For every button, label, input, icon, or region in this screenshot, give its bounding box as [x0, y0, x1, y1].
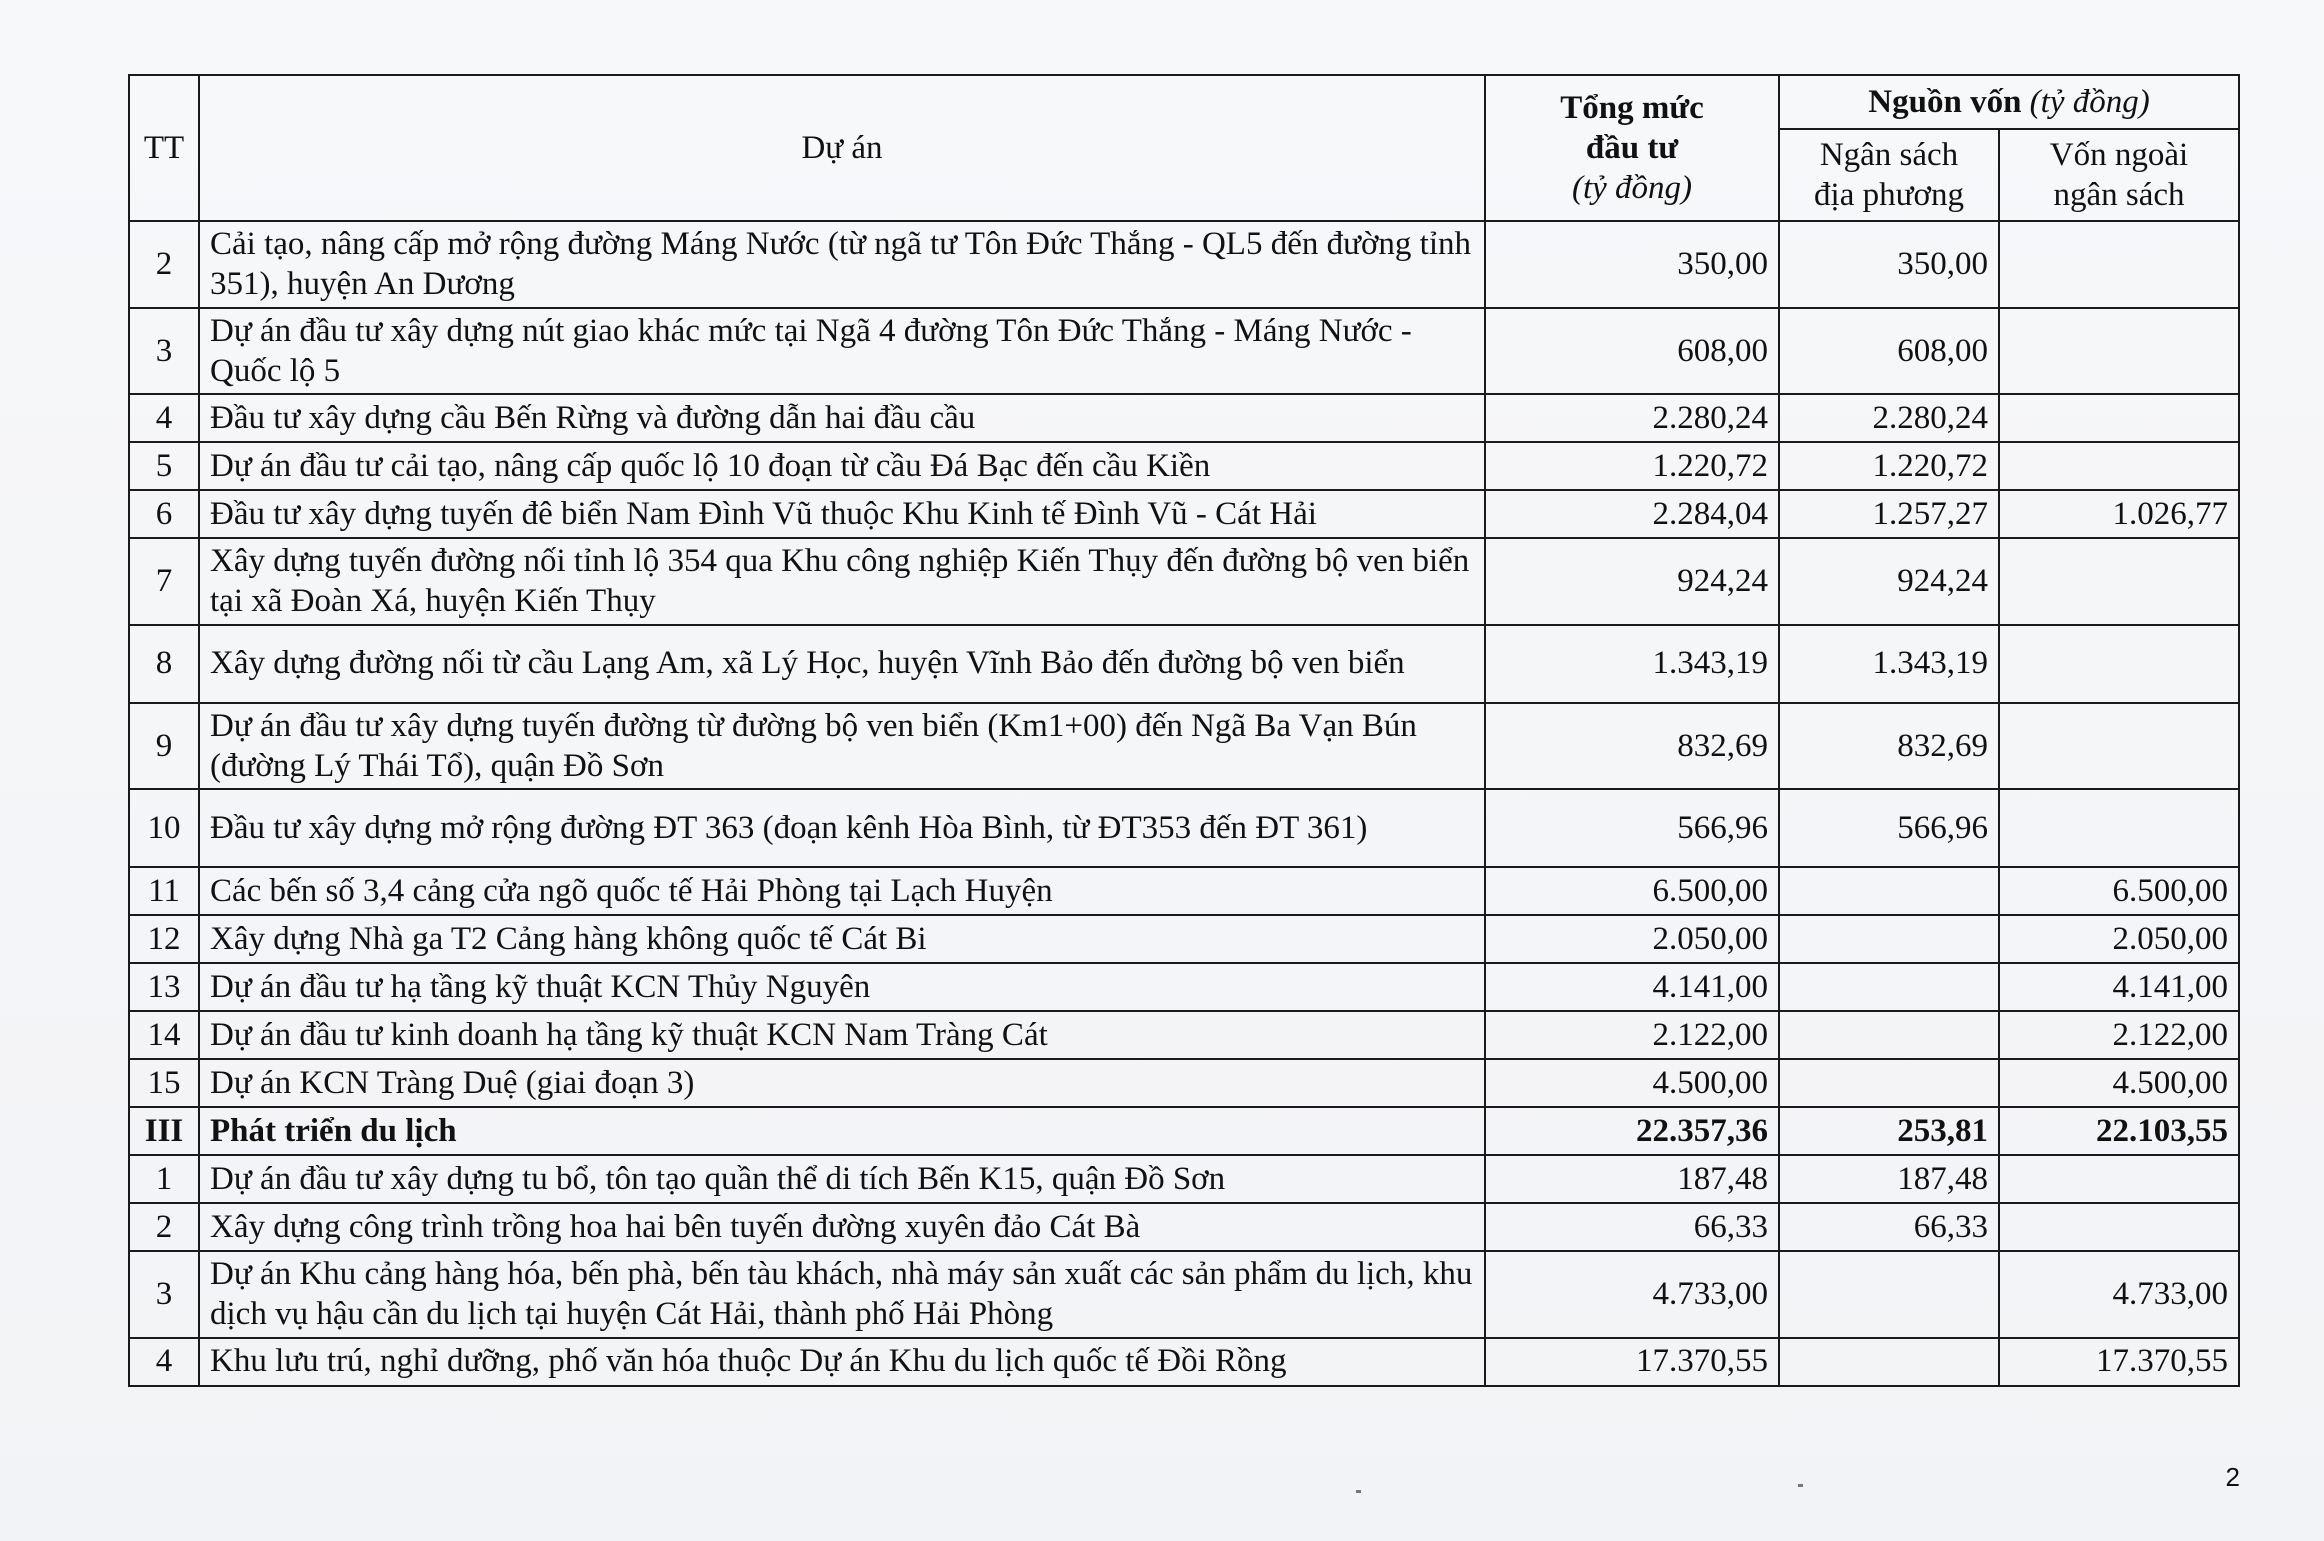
row-tt: 1 — [129, 1155, 199, 1203]
row-project: Đầu tư xây dựng tuyến đê biển Nam Đình Vũ thuộc Khu Kinh tế Đình Vũ - Cát Hải — [199, 490, 1485, 538]
row-tt: 11 — [129, 867, 199, 915]
header-source-unit: (tỷ đồng) — [2029, 83, 2150, 120]
header-local-line2: địa phương — [1814, 177, 1964, 213]
row-local-budget: 608,00 — [1779, 308, 1999, 395]
row-project: Xây dựng đường nối từ cầu Lạng Am, xã Lý Học, huyện Vĩnh Bảo đến đường bộ ven biển — [199, 625, 1485, 703]
row-non-budget — [1999, 308, 2239, 395]
row-non-budget — [1999, 789, 2239, 867]
row-local-budget — [1779, 915, 1999, 963]
table-row — [129, 1155, 2239, 1203]
row-project: Xây dựng tuyến đường nối tỉnh lộ 354 qua Khu công nghiệp Kiến Thụy đến đường bộ ven biển tại xã Đoàn Xá, huyện Kiến Thụy — [199, 538, 1485, 625]
table-row — [129, 394, 2239, 442]
section-tt: III — [129, 1107, 199, 1155]
row-project: Xây dựng công trình trồng hoa hai bên tuyến đường xuyên đảo Cát Bà — [199, 1203, 1485, 1251]
row-project: Đầu tư xây dựng cầu Bến Rừng và đường dẫn hai đầu cầu — [199, 394, 1485, 442]
row-local-budget: 832,69 — [1779, 703, 1999, 790]
row-non-budget: 4.500,00 — [1999, 1059, 2239, 1107]
row-total: 17.370,55 — [1485, 1338, 1779, 1386]
page-number: 2 — [2225, 1462, 2240, 1492]
header-local-budget — [1779, 129, 1999, 221]
row-tt: 14 — [129, 1011, 199, 1059]
section-total: 22.357,36 — [1485, 1107, 1779, 1155]
row-local-budget: 66,33 — [1779, 1203, 1999, 1251]
table-row — [129, 703, 2239, 790]
row-project: Dự án đầu tư hạ tầng kỹ thuật KCN Thủy Nguyên — [199, 963, 1485, 1011]
row-non-budget — [1999, 625, 2239, 703]
row-tt: 4 — [129, 1338, 199, 1386]
row-project: Cải tạo, nâng cấp mở rộng đường Máng Nước (từ ngã tư Tôn Đức Thắng - QL5 đến đường tỉnh 351), huyện An Dương — [199, 221, 1485, 308]
row-non-budget: 6.500,00 — [1999, 867, 2239, 915]
row-project: Dự án Khu cảng hàng hóa, bến phà, bến tàu khách, nhà máy sản xuất các sản phẩm du lịch, khu dịch vụ hậu cần du lịch tại huyện Cát Hải, thành phố Hải Phòng — [199, 1251, 1485, 1338]
table-row — [129, 1338, 2239, 1386]
header-total-line2: đầu tư — [1585, 129, 1679, 166]
row-local-budget: 566,96 — [1779, 789, 1999, 867]
row-tt: 3 — [129, 308, 199, 395]
table-row — [129, 1011, 2239, 1059]
row-total: 2.050,00 — [1485, 915, 1779, 963]
row-non-budget — [1999, 538, 2239, 625]
table-row — [129, 1251, 2239, 1338]
row-total: 350,00 — [1485, 221, 1779, 308]
scan-speck — [1356, 1490, 1361, 1493]
row-local-budget — [1779, 1338, 1999, 1386]
row-non-budget — [1999, 1155, 2239, 1203]
row-local-budget — [1779, 867, 1999, 915]
header-total-line1: Tổng mức — [1560, 89, 1704, 126]
row-total: 1.220,72 — [1485, 442, 1779, 490]
table-row — [129, 308, 2239, 395]
row-local-budget: 1.257,27 — [1779, 490, 1999, 538]
row-tt: 10 — [129, 789, 199, 867]
row-non-budget — [1999, 1203, 2239, 1251]
section-title: Phát triển du lịch — [199, 1107, 1485, 1155]
row-total: 2.122,00 — [1485, 1011, 1779, 1059]
row-total: 832,69 — [1485, 703, 1779, 790]
table-row — [129, 538, 2239, 625]
row-tt: 6 — [129, 490, 199, 538]
investment-table — [128, 74, 2240, 1387]
row-tt: 15 — [129, 1059, 199, 1107]
row-local-budget: 924,24 — [1779, 538, 1999, 625]
row-non-budget: 2.122,00 — [1999, 1011, 2239, 1059]
header-project: Dự án — [199, 75, 1485, 221]
row-non-budget: 17.370,55 — [1999, 1338, 2239, 1386]
row-local-budget: 1.343,19 — [1779, 625, 1999, 703]
row-total: 66,33 — [1485, 1203, 1779, 1251]
row-project: Xây dựng Nhà ga T2 Cảng hàng không quốc tế Cát Bi — [199, 915, 1485, 963]
row-project: Dự án đầu tư cải tạo, nâng cấp quốc lộ 10 đoạn từ cầu Đá Bạc đến cầu Kiền — [199, 442, 1485, 490]
row-local-budget: 1.220,72 — [1779, 442, 1999, 490]
section-local-budget: 253,81 — [1779, 1107, 1999, 1155]
header-total-investment — [1485, 75, 1779, 221]
table-row — [129, 915, 2239, 963]
table-row — [129, 490, 2239, 538]
row-local-budget: 187,48 — [1779, 1155, 1999, 1203]
row-local-budget: 350,00 — [1779, 221, 1999, 308]
row-total: 4.500,00 — [1485, 1059, 1779, 1107]
row-non-budget — [1999, 394, 2239, 442]
table-row — [129, 867, 2239, 915]
header-non-budget — [1999, 129, 2239, 221]
table-row — [129, 963, 2239, 1011]
row-local-budget — [1779, 1251, 1999, 1338]
row-non-budget: 1.026,77 — [1999, 490, 2239, 538]
row-project: Dự án KCN Tràng Duệ (giai đoạn 3) — [199, 1059, 1485, 1107]
row-total: 2.280,24 — [1485, 394, 1779, 442]
row-total: 187,48 — [1485, 1155, 1779, 1203]
scan-speck — [1798, 1484, 1803, 1487]
table-row — [129, 442, 2239, 490]
header-non-budget-line1: Vốn ngoài — [2049, 136, 2189, 173]
header-local-line1: Ngân sách — [1819, 136, 1959, 173]
row-total: 566,96 — [1485, 789, 1779, 867]
header-tt: TT — [129, 75, 199, 221]
row-tt: 4 — [129, 394, 199, 442]
table-row — [129, 1059, 2239, 1107]
row-tt: 8 — [129, 625, 199, 703]
row-local-budget — [1779, 963, 1999, 1011]
row-local-budget — [1779, 1059, 1999, 1107]
row-non-budget: 4.141,00 — [1999, 963, 2239, 1011]
row-total: 6.500,00 — [1485, 867, 1779, 915]
row-tt: 13 — [129, 963, 199, 1011]
row-total: 4.733,00 — [1485, 1251, 1779, 1338]
row-non-budget: 4.733,00 — [1999, 1251, 2239, 1338]
row-tt: 2 — [129, 221, 199, 308]
row-total: 4.141,00 — [1485, 963, 1779, 1011]
row-project: Khu lưu trú, nghỉ dưỡng, phố văn hóa thuộc Dự án Khu du lịch quốc tế Đồi Rồng — [199, 1338, 1485, 1386]
row-total: 608,00 — [1485, 308, 1779, 395]
row-local-budget: 2.280,24 — [1779, 394, 1999, 442]
table-row — [129, 625, 2239, 703]
row-non-budget: 2.050,00 — [1999, 915, 2239, 963]
row-project: Dự án đầu tư xây dựng tu bổ, tôn tạo quần thể di tích Bến K15, quận Đồ Sơn — [199, 1155, 1485, 1203]
section-row-tourism — [129, 1107, 2239, 1155]
row-total: 924,24 — [1485, 538, 1779, 625]
row-project: Đầu tư xây dựng mở rộng đường ĐT 363 (đoạn kênh Hòa Bình, từ ĐT353 đến ĐT 361) — [199, 789, 1485, 867]
table-row — [129, 789, 2239, 867]
row-tt: 12 — [129, 915, 199, 963]
row-project: Dự án đầu tư kinh doanh hạ tầng kỹ thuật KCN Nam Tràng Cát — [199, 1011, 1485, 1059]
table-row — [129, 1203, 2239, 1251]
row-tt: 5 — [129, 442, 199, 490]
table-row — [129, 221, 2239, 308]
header-source-title: Nguồn vốn — [1868, 83, 2022, 120]
row-local-budget — [1779, 1011, 1999, 1059]
row-non-budget — [1999, 703, 2239, 790]
row-non-budget — [1999, 442, 2239, 490]
row-project: Dự án đầu tư xây dựng tuyến đường từ đường bộ ven biển (Km1+00) đến Ngã Ba Vạn Bún (đường Lý Thái Tổ), quận Đồ Sơn — [199, 703, 1485, 790]
row-tt: 2 — [129, 1203, 199, 1251]
row-tt: 9 — [129, 703, 199, 790]
row-non-budget — [1999, 221, 2239, 308]
row-total: 2.284,04 — [1485, 490, 1779, 538]
header-funding-source — [1779, 75, 2239, 129]
row-total: 1.343,19 — [1485, 625, 1779, 703]
row-project: Dự án đầu tư xây dựng nút giao khác mức tại Ngã 4 đường Tôn Đức Thắng - Máng Nước - Quốc lộ 5 — [199, 308, 1485, 395]
row-tt: 7 — [129, 538, 199, 625]
section-non-budget: 22.103,55 — [1999, 1107, 2239, 1155]
row-project: Các bến số 3,4 cảng cửa ngõ quốc tế Hải Phòng tại Lạch Huyện — [199, 867, 1485, 915]
header-total-unit: (tỷ đồng) — [1571, 170, 1693, 207]
row-tt: 3 — [129, 1251, 199, 1338]
header-non-budget-line2: ngân sách — [2053, 177, 2185, 213]
